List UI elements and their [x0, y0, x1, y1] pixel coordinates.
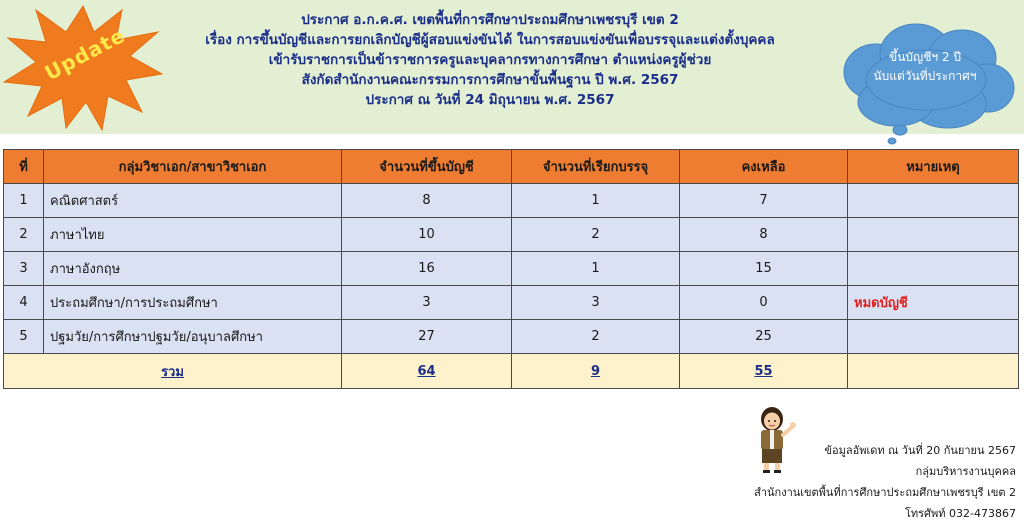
cell-subject: คณิตศาสตร์	[44, 184, 342, 218]
cell-no: 4	[4, 286, 44, 320]
table-header-row	[4, 150, 1019, 184]
table-row	[4, 184, 1019, 218]
footer-phone: โทรศัพท์ 032-473867	[904, 507, 1016, 520]
cell-listed: 3	[342, 286, 512, 320]
cell-called: 2	[512, 218, 680, 252]
table-row	[4, 252, 1019, 286]
footer-contact	[754, 440, 1016, 524]
cell-note: หมดบัญชี	[848, 286, 1019, 320]
cell-listed: 27	[342, 320, 512, 354]
update-badge-label: Update	[40, 22, 130, 86]
cell-called: 1	[512, 252, 680, 286]
cell-remaining: 25	[680, 320, 848, 354]
col-header-note: หมายเหตุ	[848, 150, 1019, 184]
cell-note	[848, 184, 1019, 218]
cell-remaining: 15	[680, 252, 848, 286]
footer-office: สำนักงานเขตพื้นที่การศึกษาประถมศึกษาเพชรบุรี เขต 2	[754, 486, 1016, 499]
total-note-cell	[848, 354, 1019, 389]
cell-subject: ประถมศึกษา/การประถมศึกษา	[44, 286, 342, 320]
table-row	[4, 320, 1019, 354]
total-called-link[interactable]: 9	[590, 363, 601, 379]
footer-department: กลุ่มบริหารงานบุคคล	[915, 465, 1016, 478]
cell-listed: 8	[342, 184, 512, 218]
col-header-called: จำนวนที่เรียกบรรจุ	[512, 150, 680, 184]
total-remaining-cell	[680, 354, 848, 389]
cell-listed: 16	[342, 252, 512, 286]
announcement-headline	[150, 10, 830, 110]
cell-remaining: 0	[680, 286, 848, 320]
total-label-cell	[4, 354, 342, 389]
headline-line: เรื่อง การขึ้นบัญชีและการยกเลิกบัญชีผู้สอบแข่งขันได้ ในการสอบแข่งขันเพื่อบรรจุและแต่งตั้งบุคคล	[205, 32, 775, 48]
cell-remaining: 7	[680, 184, 848, 218]
cell-subject: ภาษาอังกฤษ	[44, 252, 342, 286]
headline-line: ประกาศ อ.ก.ค.ศ. เขตพื้นที่การศึกษาประถมศึกษาเพชรบุรี เขต 2	[301, 12, 679, 28]
headline-line: สังกัดสำนักงานคณะกรรมการการศึกษาขั้นพื้นฐาน ปี พ.ศ. 2567	[301, 72, 679, 88]
cell-note	[848, 252, 1019, 286]
col-header-remaining: คงเหลือ	[680, 150, 848, 184]
cell-remaining: 8	[680, 218, 848, 252]
cell-called: 3	[512, 286, 680, 320]
cell-listed: 10	[342, 218, 512, 252]
cloud-note	[850, 48, 1000, 86]
table-total-row	[4, 354, 1019, 389]
cell-note	[848, 218, 1019, 252]
headline-line: เข้ารับราชการเป็นข้าราชการครูและบุคลากรทางการศึกษา ตำแหน่งครูผู้ช่วย	[268, 52, 712, 68]
total-remaining-link[interactable]: 55	[754, 363, 773, 379]
cell-called: 2	[512, 320, 680, 354]
cell-no: 3	[4, 252, 44, 286]
total-label-link[interactable]: รวม	[161, 364, 184, 380]
cell-subject: ภาษาไทย	[44, 218, 342, 252]
cell-no: 1	[4, 184, 44, 218]
headline-line: ประกาศ ณ วันที่ 24 มิถุนายน พ.ศ. 2567	[365, 92, 615, 108]
col-header-listed: จำนวนที่ขึ้นบัญชี	[342, 150, 512, 184]
table-row	[4, 218, 1019, 252]
total-listed-link[interactable]: 64	[417, 363, 436, 379]
candidate-list-table	[3, 149, 1019, 389]
footer-updated-date: ข้อมูลอัพเดท ณ วันที่ 20 กันยายน 2567	[824, 444, 1016, 457]
cell-no: 2	[4, 218, 44, 252]
total-called-cell	[512, 354, 680, 389]
table-row	[4, 286, 1019, 320]
cloud-note-line: ขึ้นบัญชีฯ 2 ปี	[888, 50, 961, 64]
col-header-subject: กลุ่มวิชาเอก/สาขาวิชาเอก	[44, 150, 342, 184]
cloud-note-line: นับแต่วันที่ประกาศฯ	[873, 69, 977, 83]
cell-called: 1	[512, 184, 680, 218]
cell-no: 5	[4, 320, 44, 354]
cell-note	[848, 320, 1019, 354]
total-listed-cell	[342, 354, 512, 389]
col-header-no: ที่	[4, 150, 44, 184]
cell-subject: ปฐมวัย/การศึกษาปฐมวัย/อนุบาลศึกษา	[44, 320, 342, 354]
